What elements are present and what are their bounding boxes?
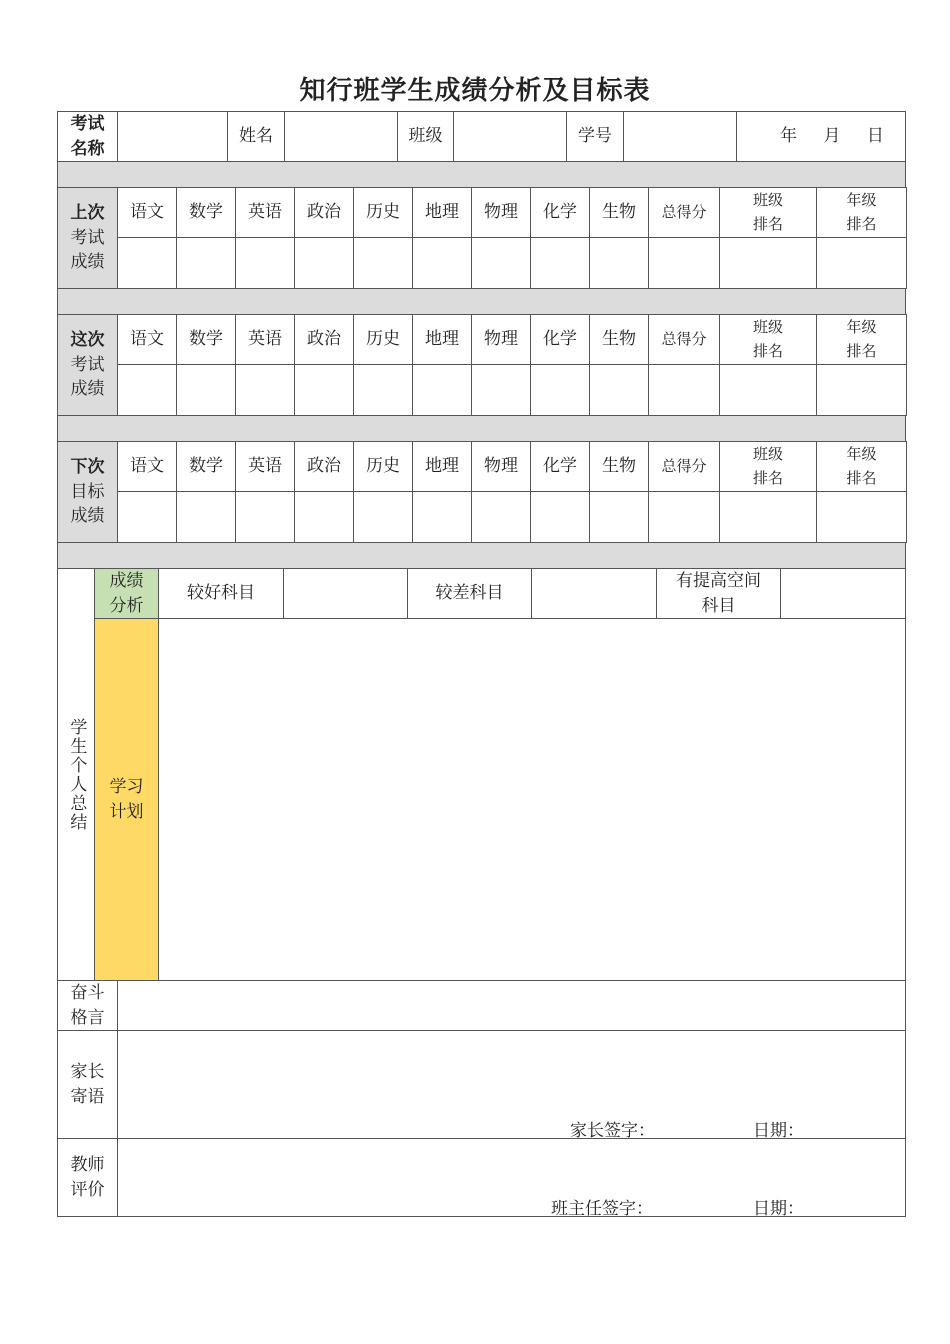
teacher-evaluation-label: 教师 评价 xyxy=(57,1138,118,1217)
this-exam-score-field[interactable] xyxy=(117,364,177,416)
next-target-score-field[interactable] xyxy=(648,491,720,543)
name-field[interactable] xyxy=(284,111,398,162)
subject-header: 数学 xyxy=(176,187,236,238)
last-exam-score-field[interactable] xyxy=(648,237,720,289)
study-plan-label: 学习 计划 xyxy=(94,618,159,981)
better-subjects-field[interactable] xyxy=(283,568,408,619)
next-target-section-label: 下次 目标 成绩 xyxy=(57,441,118,543)
this-exam-score-field[interactable] xyxy=(816,364,907,416)
student-id-field[interactable] xyxy=(623,111,737,162)
next-target-score-field[interactable] xyxy=(353,491,413,543)
next-target-score-field[interactable] xyxy=(176,491,236,543)
subject-header: 数学 xyxy=(176,314,236,365)
last-exam-score-field[interactable] xyxy=(235,237,295,289)
teacher-date-label: 日期： xyxy=(753,1199,804,1219)
subject-header: 地理 xyxy=(412,441,472,492)
grade-rank-header: 年级 排名 xyxy=(816,441,907,492)
last-exam-score-field[interactable] xyxy=(719,237,817,289)
this-exam-score-field[interactable] xyxy=(235,364,295,416)
subject-header: 化学 xyxy=(530,187,590,238)
this-exam-score-field[interactable] xyxy=(353,364,413,416)
subject-header: 生物 xyxy=(589,187,649,238)
last-exam-score-field[interactable] xyxy=(530,237,590,289)
this-exam-score-field[interactable] xyxy=(176,364,236,416)
separator-row xyxy=(57,161,906,188)
subject-header: 化学 xyxy=(530,314,590,365)
parent-message-label: 家长 寄语 xyxy=(57,1030,118,1139)
separator-row xyxy=(57,288,906,315)
subject-header: 政治 xyxy=(294,314,354,365)
subject-header: 政治 xyxy=(294,187,354,238)
next-target-score-field[interactable] xyxy=(530,491,590,543)
next-target-score-field[interactable] xyxy=(719,491,817,543)
subject-header: 历史 xyxy=(353,314,413,365)
study-plan-field[interactable] xyxy=(158,618,906,981)
subject-header: 英语 xyxy=(235,187,295,238)
separator-row xyxy=(57,415,906,442)
month-label: 月 xyxy=(823,126,841,147)
class-rank-header: 班级 排名 xyxy=(719,187,817,238)
next-target-score-field[interactable] xyxy=(412,491,472,543)
total-score-header: 总得分 xyxy=(648,314,720,365)
class-label: 班级 xyxy=(397,111,454,162)
grade-rank-header: 年级 排名 xyxy=(816,187,907,238)
date-field[interactable] xyxy=(736,111,906,162)
last-exam-score-field[interactable] xyxy=(471,237,531,289)
name-label: 姓名 xyxy=(227,111,285,162)
parent-signature-label: 家长签字： xyxy=(570,1121,655,1141)
subject-header: 政治 xyxy=(294,441,354,492)
subject-header: 语文 xyxy=(117,441,177,492)
last-exam-score-field[interactable] xyxy=(294,237,354,289)
this-exam-score-field[interactable] xyxy=(589,364,649,416)
this-exam-section-label: 这次 考试 成绩 xyxy=(57,314,118,416)
student-summary-label: 学生个人总结 xyxy=(57,568,95,981)
class-rank-header: 班级 排名 xyxy=(719,314,817,365)
score-form xyxy=(58,112,906,1218)
worse-subjects-label: 较差科目 xyxy=(407,568,532,619)
subject-header: 地理 xyxy=(412,187,472,238)
subject-header: 生物 xyxy=(589,441,649,492)
score-analysis-label: 成绩 分析 xyxy=(94,568,159,619)
this-exam-score-field[interactable] xyxy=(412,364,472,416)
day-label: 日 xyxy=(866,126,884,147)
subject-header: 数学 xyxy=(176,441,236,492)
motto-label: 奋斗 格言 xyxy=(57,980,118,1031)
class-rank-header: 班级 排名 xyxy=(719,441,817,492)
last-exam-score-field[interactable] xyxy=(412,237,472,289)
last-exam-score-field[interactable] xyxy=(117,237,177,289)
worse-subjects-field[interactable] xyxy=(531,568,657,619)
page-title: 知行班学生成绩分析及目标表 xyxy=(299,76,651,106)
subject-header: 地理 xyxy=(412,314,472,365)
last-exam-section-label: 上次 考试 成绩 xyxy=(57,187,118,289)
student-id-label: 学号 xyxy=(566,111,624,162)
last-exam-score-field[interactable] xyxy=(816,237,907,289)
exam-name-field[interactable] xyxy=(117,111,228,162)
this-exam-score-field[interactable] xyxy=(471,364,531,416)
separator-row xyxy=(57,542,906,569)
subject-header: 化学 xyxy=(530,441,590,492)
this-exam-score-field[interactable] xyxy=(294,364,354,416)
subject-header: 英语 xyxy=(235,314,295,365)
subject-header: 生物 xyxy=(589,314,649,365)
next-target-score-field[interactable] xyxy=(589,491,649,543)
next-target-score-field[interactable] xyxy=(235,491,295,543)
next-target-score-field[interactable] xyxy=(294,491,354,543)
last-exam-score-field[interactable] xyxy=(353,237,413,289)
teacher-signature-label: 班主任签字： xyxy=(551,1199,653,1219)
next-target-score-field[interactable] xyxy=(471,491,531,543)
subject-header: 语文 xyxy=(117,187,177,238)
next-target-score-field[interactable] xyxy=(816,491,907,543)
subject-header: 历史 xyxy=(353,187,413,238)
improvable-subjects-field[interactable] xyxy=(780,568,906,619)
class-field[interactable] xyxy=(453,111,567,162)
total-score-header: 总得分 xyxy=(648,441,720,492)
subject-header: 语文 xyxy=(117,314,177,365)
this-exam-score-field[interactable] xyxy=(719,364,817,416)
last-exam-score-field[interactable] xyxy=(589,237,649,289)
motto-field[interactable] xyxy=(117,980,906,1031)
year-label: 年 xyxy=(780,126,798,147)
subject-header: 历史 xyxy=(353,441,413,492)
subject-header: 英语 xyxy=(235,441,295,492)
this-exam-score-field[interactable] xyxy=(530,364,590,416)
better-subjects-label: 较好科目 xyxy=(158,568,284,619)
improvable-subjects-label: 有提高空间 科目 xyxy=(656,568,781,619)
this-exam-score-field[interactable] xyxy=(648,364,720,416)
exam-name-label: 考试 名称 xyxy=(57,111,118,162)
subject-header: 物理 xyxy=(471,187,531,238)
next-target-score-field[interactable] xyxy=(117,491,177,543)
grade-rank-header: 年级 排名 xyxy=(816,314,907,365)
subject-header: 物理 xyxy=(471,314,531,365)
last-exam-score-field[interactable] xyxy=(176,237,236,289)
parent-date-label: 日期： xyxy=(753,1121,804,1141)
subject-header: 物理 xyxy=(471,441,531,492)
total-score-header: 总得分 xyxy=(648,187,720,238)
